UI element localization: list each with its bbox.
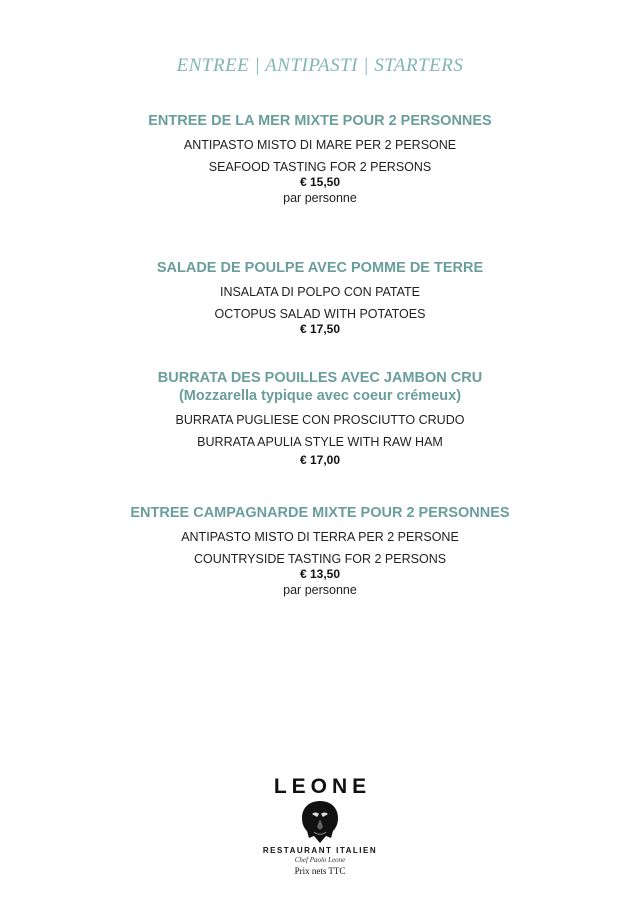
- dish-description-fr: (Mozzarella typique avec coeur crémeux): [178, 388, 462, 404]
- price-note: par personne: [283, 191, 357, 205]
- dish-price: € 13,50: [299, 567, 341, 581]
- dish-name-fr: ENTREE CAMPAGNARDE MIXTE POUR 2 PERSONNES: [130, 505, 510, 521]
- price-note: par personne: [283, 583, 357, 597]
- menu-item-octopus-salad: [0, 259, 640, 337]
- logo-subtitle: RESTAURANT ITALIEN: [262, 846, 378, 855]
- dish-name-en: BURRATA APULIA STYLE WITH RAW HAM: [197, 435, 443, 449]
- dish-price: € 15,50: [299, 175, 341, 189]
- menu-item-countryside-tasting: [0, 504, 640, 598]
- logo-chef-signature: Chef Paolo Leone: [294, 856, 346, 864]
- dish-name-en: SEAFOOD TASTING FOR 2 PERSONS: [208, 160, 432, 174]
- dish-price: € 17,00: [299, 453, 341, 467]
- dish-name-it: BURRATA PUGLIESE CON PROSCIUTTO CRUDO: [175, 413, 465, 427]
- price-footnote: Prix nets TTC: [294, 866, 346, 876]
- menu-item-seafood-tasting: [0, 112, 640, 206]
- dish-name-it: ANTIPASTO MISTO DI TERRA PER 2 PERSONE: [181, 530, 459, 544]
- menu-item-burrata: [0, 369, 640, 468]
- logo-wordmark: LEONE: [273, 775, 372, 798]
- dish-name-en: OCTOPUS SALAD WITH POTATOES: [214, 307, 426, 321]
- dish-name-fr: ENTREE DE LA MER MIXTE POUR 2 PERSONNES: [148, 113, 492, 129]
- dish-name-it: INSALATA DI POLPO CON PATATE: [219, 285, 421, 299]
- page-title: ENTREE | ANTIPASTI | STARTERS: [176, 55, 464, 76]
- restaurant-logo: [0, 776, 640, 864]
- dish-price: € 17,50: [299, 322, 341, 336]
- dish-name-it: ANTIPASTO MISTO DI MARE PER 2 PERSONE: [183, 138, 457, 152]
- lion-head-icon: [299, 800, 341, 844]
- dish-name-fr: BURRATA DES POUILLES AVEC JAMBON CRU: [157, 370, 483, 386]
- dish-name-en: COUNTRYSIDE TASTING FOR 2 PERSONS: [193, 552, 447, 566]
- dish-name-fr: SALADE DE POULPE AVEC POMME DE TERRE: [156, 260, 484, 276]
